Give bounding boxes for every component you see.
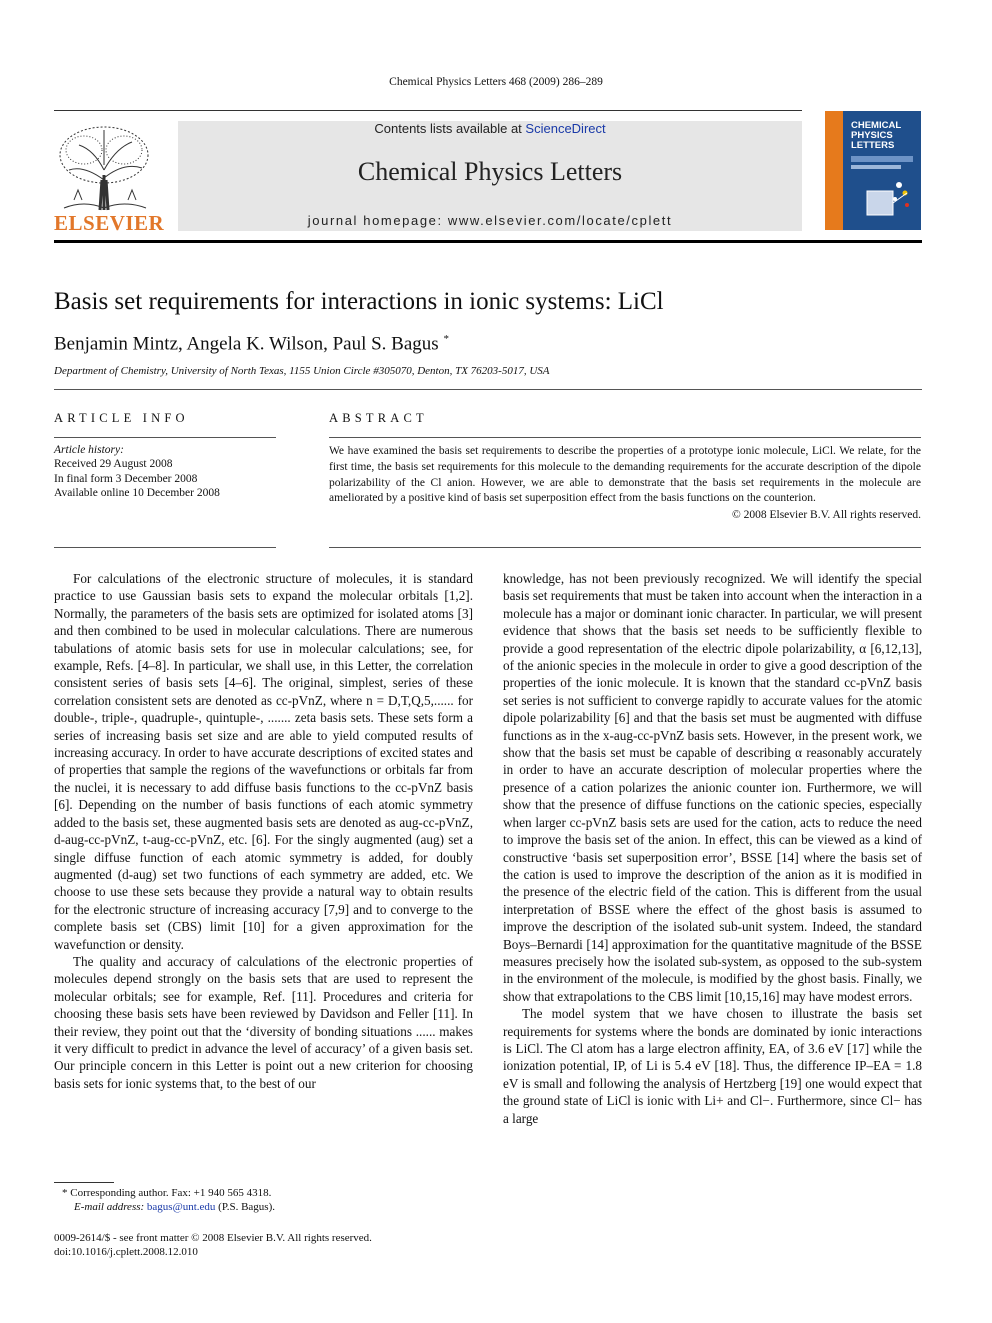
abstract [329,444,921,524]
abstract-rule-bottom [329,547,921,548]
abstract-rule-top [329,437,921,438]
footnote-rule [54,1182,114,1183]
abstract-copyright: © 2008 Elsevier B.V. All rights reserved. [732,509,921,522]
article-info-heading: ARTICLE INFO [54,411,189,425]
email-link[interactable]: bagus@unt.edu [146,1201,216,1214]
elsevier-wordmark: ELSEVIER [54,211,165,235]
cover-band-secondary [851,165,901,169]
title-rule [54,389,922,390]
article-history [54,443,220,500]
cover-stripe [825,111,843,230]
running-head: Chemical Physics Letters 468 (2009) 286–289 [389,76,603,88]
cover-molecule-icon [855,173,915,223]
body-paragraph: The quality and accuracy of calculations of the electronic properties of molecules depend strongly on the basis sets that are used to represent the molecular orbitals; see for example, Ref. [11]. Procedures and criteria for choosing these basis sets have been reviewed by Davidson and Feller [11]. In their review, they point out that the ‘diversity of bonding situations ...... makes it very difficult to predict in advance the level of accuracy’ of a given basis set. Our principle concern in this Letter is point out a new criterion for choosing basis sets for ionic systems that, to the best of our [54,953,473,1091]
journal-cover-thumbnail [825,111,921,230]
corresponding-author-note: * Corresponding author. Fax: +1 940 565 4318. [62,1187,272,1199]
journal-masthead [178,121,802,231]
contents-line [178,121,802,136]
info-rule-top [54,437,276,438]
header-rule [54,110,802,111]
journal-title: Chemical Physics Letters [357,157,623,186]
corresponding-author-mark[interactable]: * [443,333,449,345]
final-form-date: In final form 3 December 2008 [54,472,198,485]
publication-meta [54,1231,372,1259]
body-paragraph: The model system that we have chosen to illustrate the basis set requirements for systems where the bonds are dominated by ionic interactions is LiCl. The Cl atom has a large electron affinity, EA, of 3.6 eV [17] while the ionization potential, IP, of Li is 5.4 eV [18]. Thus, the difference IP–EA = 1.8 eV is small and following the analysis of Hertzberg [19] one would expect that the ground state of LiCl is ionic with Li+ and Cl−. Furthermore, since Cl− has a large [503,1006,922,1126]
email-line [54,1200,275,1214]
email-label: E-mail address: [74,1201,145,1214]
body-column-left [54,570,473,1092]
article-title: Basis set requirements for interactions in ionic systems: LiCl [54,288,664,315]
history-label: Article history: [54,444,124,456]
footnote [54,1186,275,1214]
cover-band [851,156,913,162]
cover-title: CHEMICAL PHYSICS LETTERS [851,120,902,151]
contents-prefix: Contents lists available at [374,121,522,136]
body-column-right [503,570,922,1127]
author-list [54,333,449,355]
abstract-text: We have examined the basis set requirements to describe the properties of a prototype ionic molecule, LiCl. We relate, for the first time, the basis set requirements for this molecule to the demanding requirements for the accurate description of the dipole polarizability of the Cl anion. However, we are able to demonstrate that the basis set requirements in the molecule are ameliorated by a positive kind of basis set superposition effect from the basis functions on the counterion. [329,445,921,505]
body-paragraph: knowledge, has not been previously recognized. We will identify the special basis set requirements that must be taken into account when the interaction in a molecule has a major or dominant ionic character. In particular, we will present evidence that shows that the basis set needs to be sufficiently flexible to provide a good representation of the electric dipole polarizability, α [6,12,13], of the anionic species in the molecule in order to give a good description of the properties of the ionic molecule. It is known that the standard cc-pVnZ basis set series is not sufficient to converge rapidly to accurate values for the atomic dipole polarizability [6] and that the basis set must be augmented with diffuse functions as in the x-aug-cc-pVnZ basis sets. However, in the present work, we show that the basis set must be capable of describing α reasonably accurately in order to have an accurate description of molecular properties where the presence of a cation polarizes the anionic counter ion. Furthermore, we will show that the presence of diffuse functions on the cationic species, especially when larger cc-pVnZ basis sets are used for the cation, acts to reduce the need to improve the basis set of the anion. In effect, this can be viewed as a kind of constructive ‘basis set superposition error’, BSSE [14] where the basis set of the cation is used to improve the description of the anion as it is modified in the presence of the electric field of the cation. This is different from the usual interpretation of BSSE where the effect of the ghost basis is assumed to improve the description of the isolated sub-unit system. Indeed, the standard Boys–Bernardi [14] approximation for the quantitative magnitude of the BSSE measures precisely how the isolated sub-system, as opposed to the sub-system in the environment of the molecule, is modified by the ghost basis. Finally, we show that extrapolations to the CBS limit [10,15,16] may have modest errors. [503,571,922,1004]
online-date: Available online 10 December 2008 [54,486,220,499]
received-date: Received 29 August 2008 [54,458,173,471]
sciencedirect-link[interactable]: ScienceDirect [525,121,606,136]
issn-line: 0009-2614/$ - see front matter © 2008 Elsevier B.V. All rights reserved. [54,1232,372,1244]
info-rule-bottom [54,547,276,548]
masthead-rule [54,240,922,243]
affiliation: Department of Chemistry, University of North Texas, 1155 Union Circle #305070, Denton, TX 76203-5017, USA [54,365,550,377]
doi[interactable]: doi:10.1016/j.cplett.2008.12.010 [54,1246,198,1259]
body-paragraph: For calculations of the electronic structure of molecules, it is standard practice to use Gaussian basis sets to expand the molecular orbitals [1,2]. Normally, the parameters of the basis sets are optimized for isolated atoms [3] and then combined to be used in molecular calculations. There are numerous tabulations of atomic basis sets for use in molecular calculations; see, for example, Refs. [4–8]. In particular, we shall use, in this Letter, the correlation consistent series of basis sets [4–6]. The original, simplest, series of these correlation consistent sets are denoted as cc-pVnZ, where n = D,T,Q,5,...... for double-, triple-, quadruple-, quintuple-, ....... zeta basis sets. These sets form a series of increasing basis set size and are able to yield computed results of increasing accuracy. In order to have accurate descriptions of excited states and of properties that sample the regions of the wavefunctions or orbitals far from the nuclei, it is necessary to add diffuse basis functions to the cc-pVnZ basis [6]. Depending on the number of basis functions of each atomic symmetry added to the basis set, these augmented basis sets are denoted as aug-cc-pVnZ, d-aug-cc-pVnZ, t-aug-cc-pVnZ, etc. [6]. For the singly augmented (aug) set a single diffuse function of each atomic symmetry is added, for doubly augmented (d-aug) set two functions of each symmetry are added, etc. We choose to use these sets because they provide a natural way to obtain results for the electronic structure of increasing accuracy [7,9] and to converge to the complete basis set (CBS) limit [10] for a given approximation for the wavefunction or density. [54,571,473,952]
author-names: Benjamin Mintz, Angela K. Wilson, Paul S. Bagus [54,333,439,355]
email-suffix: (P.S. Bagus). [218,1201,275,1214]
journal-homepage[interactable]: journal homepage: www.elsevier.com/locate/cplett [307,213,673,228]
abstract-heading: ABSTRACT [329,411,428,425]
